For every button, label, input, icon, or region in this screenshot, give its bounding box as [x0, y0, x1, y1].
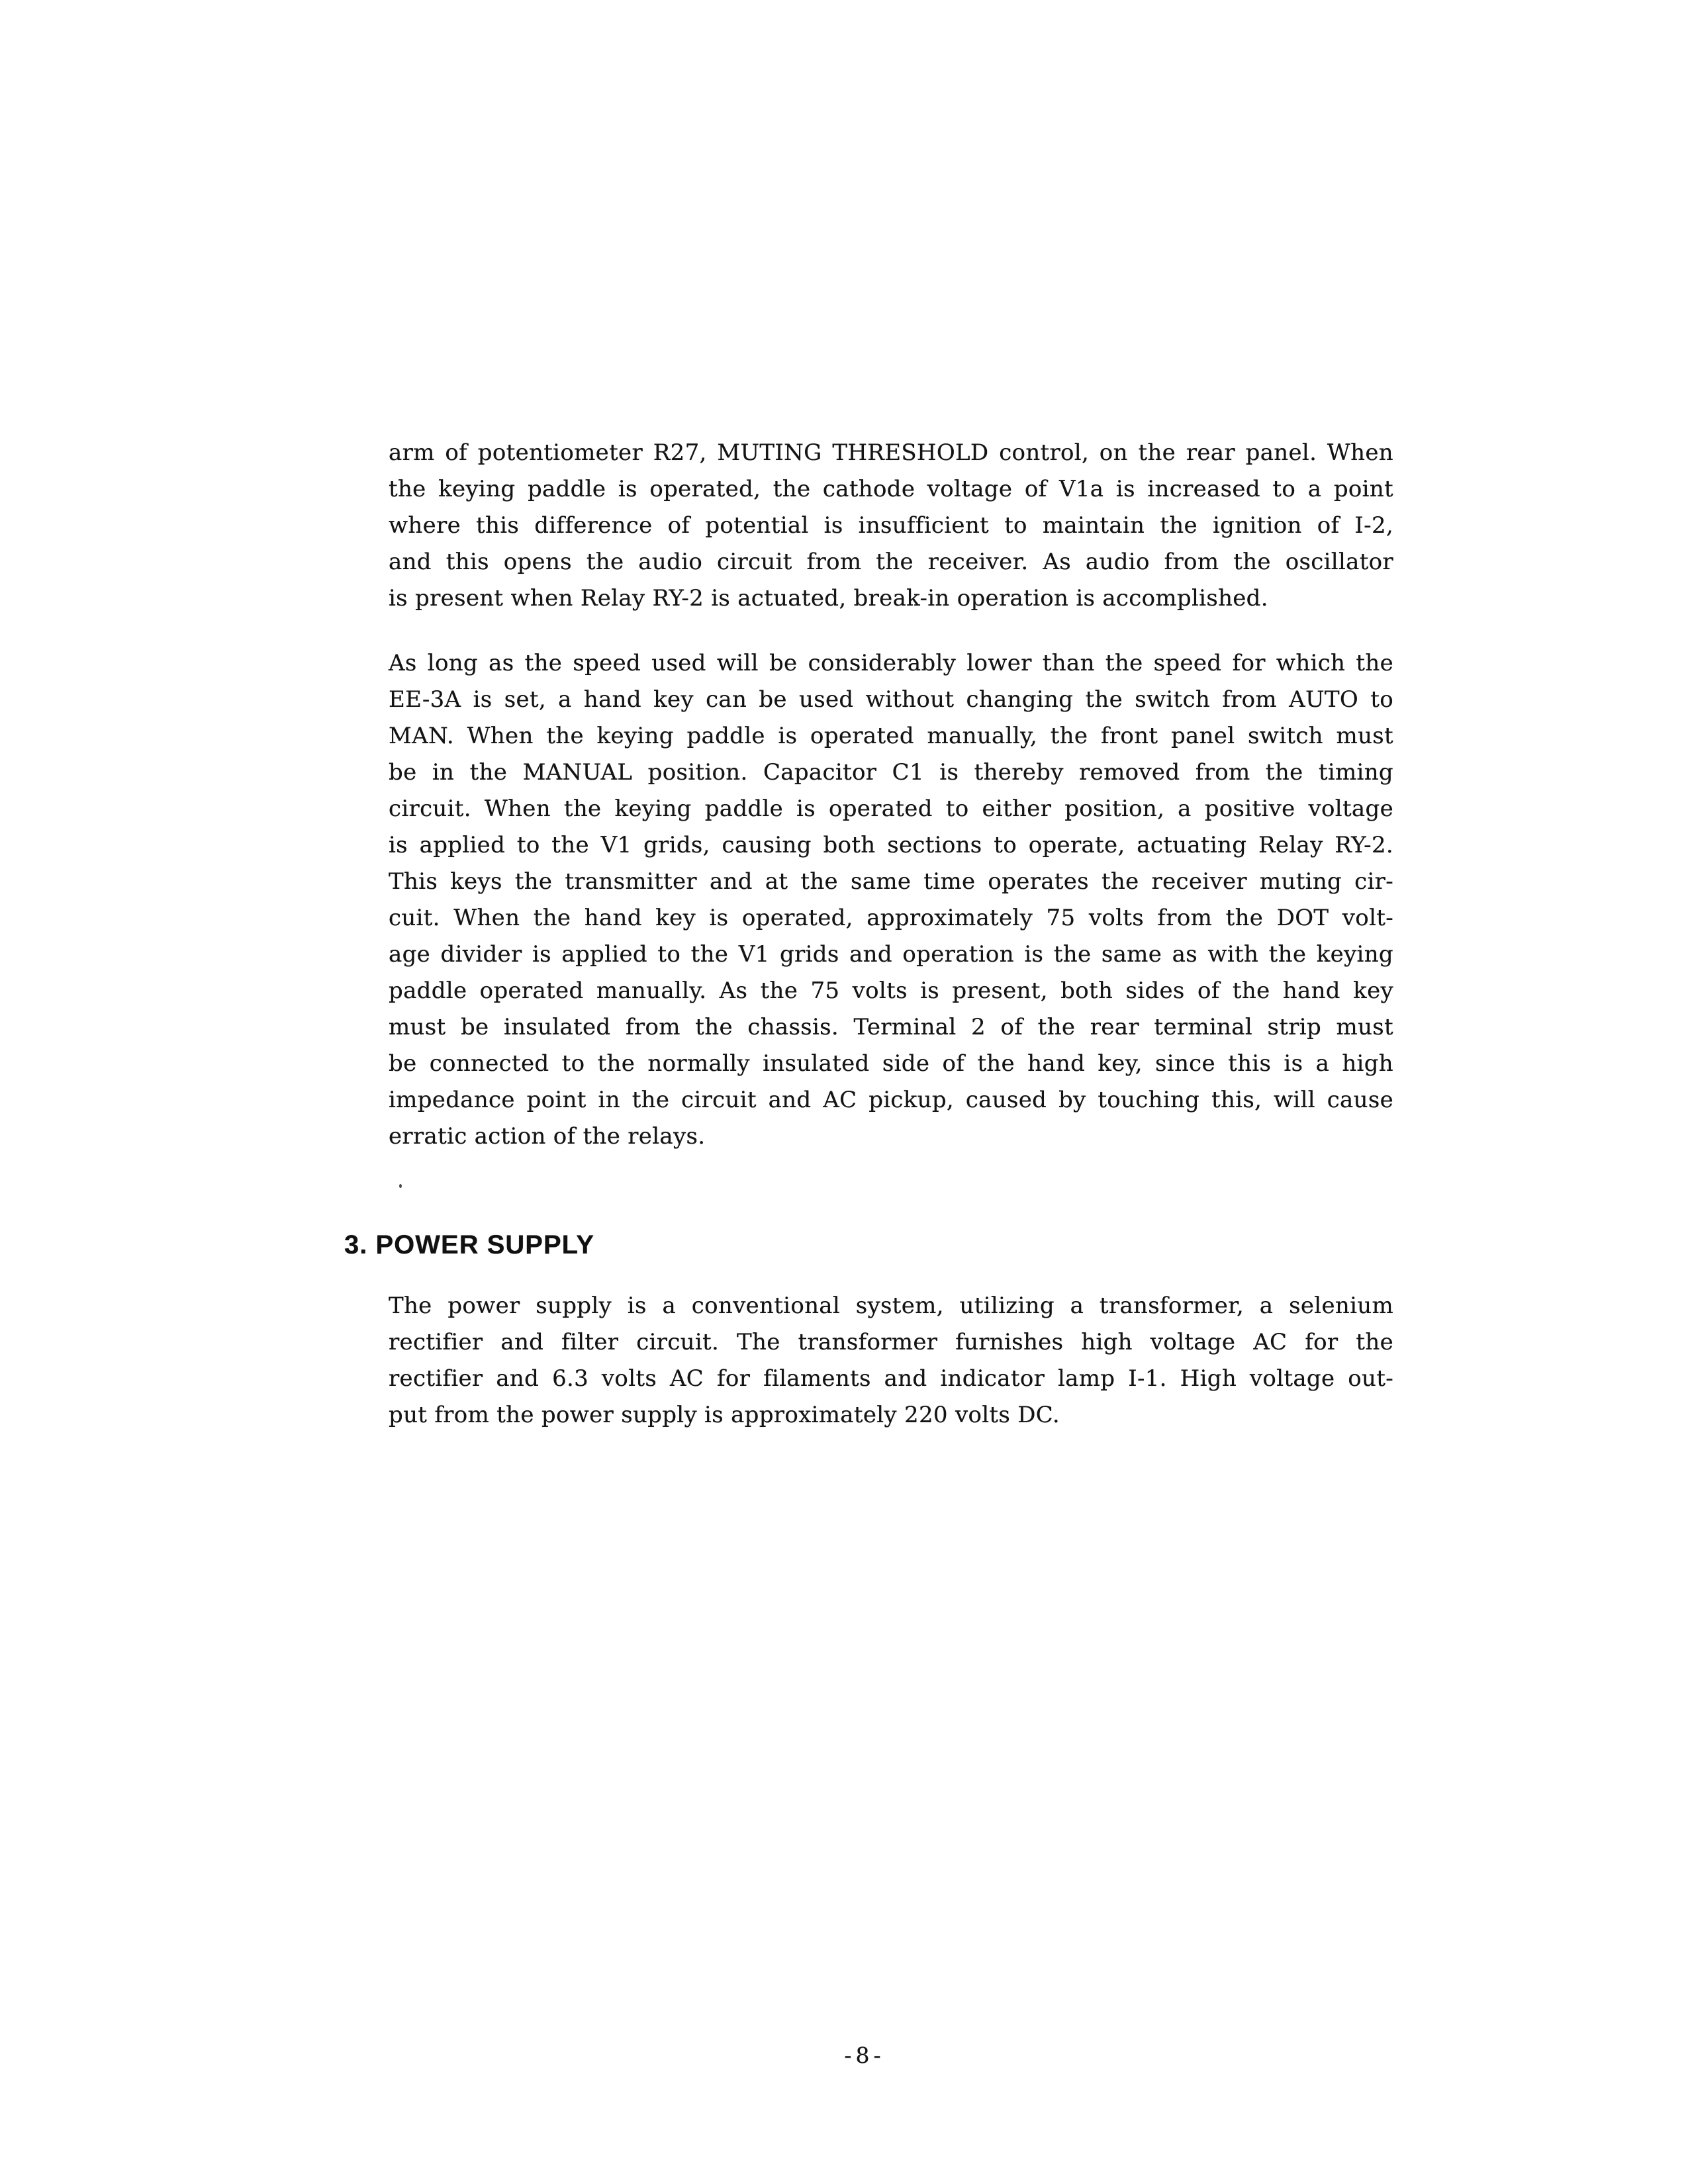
paragraph-power-supply-description: [389, 1288, 1393, 1433]
section-heading-power-supply: 3. POWER SUPPLY: [344, 1230, 595, 1259]
text-line: As long as the speed used will be considerably lower than the speed for which the: [389, 650, 1393, 676]
scan-speck: [399, 1184, 402, 1188]
body-text-block: [344, 435, 1393, 1433]
text-line: put from the power supply is approximately 220 volts DC.: [389, 1402, 1060, 1428]
text-line: where this difference of potential is insufficient to maintain the ignition of I-2,: [389, 512, 1393, 539]
text-line: age divider is applied to the V1 grids and operation is the same as with the keying: [389, 941, 1393, 968]
text-line: is applied to the V1 grids, causing both sections to operate, actuating Relay RY-2.: [389, 832, 1393, 858]
paragraph-muting-break-in: [389, 435, 1393, 617]
paragraph-hand-key-operation: [389, 645, 1393, 1155]
text-line: rectifier and 6.3 volts AC for filaments and indicator lamp I-1. High voltage out-: [389, 1365, 1393, 1392]
text-line: be in the MANUAL position. Capacitor C1 is thereby removed from the timing: [389, 759, 1393, 786]
text-line: erratic action of the relays.: [389, 1123, 706, 1150]
text-line: is present when Relay RY-2 is actuated, break-in operation is accomplished.: [389, 585, 1268, 612]
text-line: arm of potentiometer R27, MUTING THRESHOLD control, on the rear panel. When: [389, 439, 1393, 466]
text-line: must be insulated from the chassis. Terminal 2 of the rear terminal strip must: [389, 1014, 1393, 1040]
text-line: paddle operated manually. As the 75 volts is present, both sides of the hand key: [389, 978, 1393, 1004]
text-line: This keys the transmitter and at the same time operates the receiver muting cir-: [389, 868, 1393, 895]
text-line: the keying paddle is operated, the cathode voltage of V1a is increased to a point: [389, 476, 1393, 502]
text-line: be connected to the normally insulated side of the hand key, since this is a high: [389, 1050, 1393, 1077]
page-number: -8-: [844, 2042, 885, 2068]
text-line: impedance point in the circuit and AC pickup, caused by touching this, will cause: [389, 1087, 1393, 1113]
text-line: The power supply is a conventional system, utilizing a transformer, a selenium: [389, 1293, 1393, 1319]
text-line: MAN. When the keying paddle is operated manually, the front panel switch must: [389, 723, 1393, 749]
text-line: cuit. When the hand key is operated, approximately 75 volts from the DOT volt-: [389, 905, 1393, 931]
text-line: and this opens the audio circuit from the receiver. As audio from the oscillator: [389, 549, 1393, 575]
text-line: EE-3A is set, a hand key can be used without changing the switch from AUTO to: [389, 686, 1393, 713]
text-line: rectifier and filter circuit. The transformer furnishes high voltage AC for the: [389, 1329, 1393, 1355]
text-line: circuit. When the keying paddle is operated to either position, a positive voltage: [389, 796, 1393, 822]
